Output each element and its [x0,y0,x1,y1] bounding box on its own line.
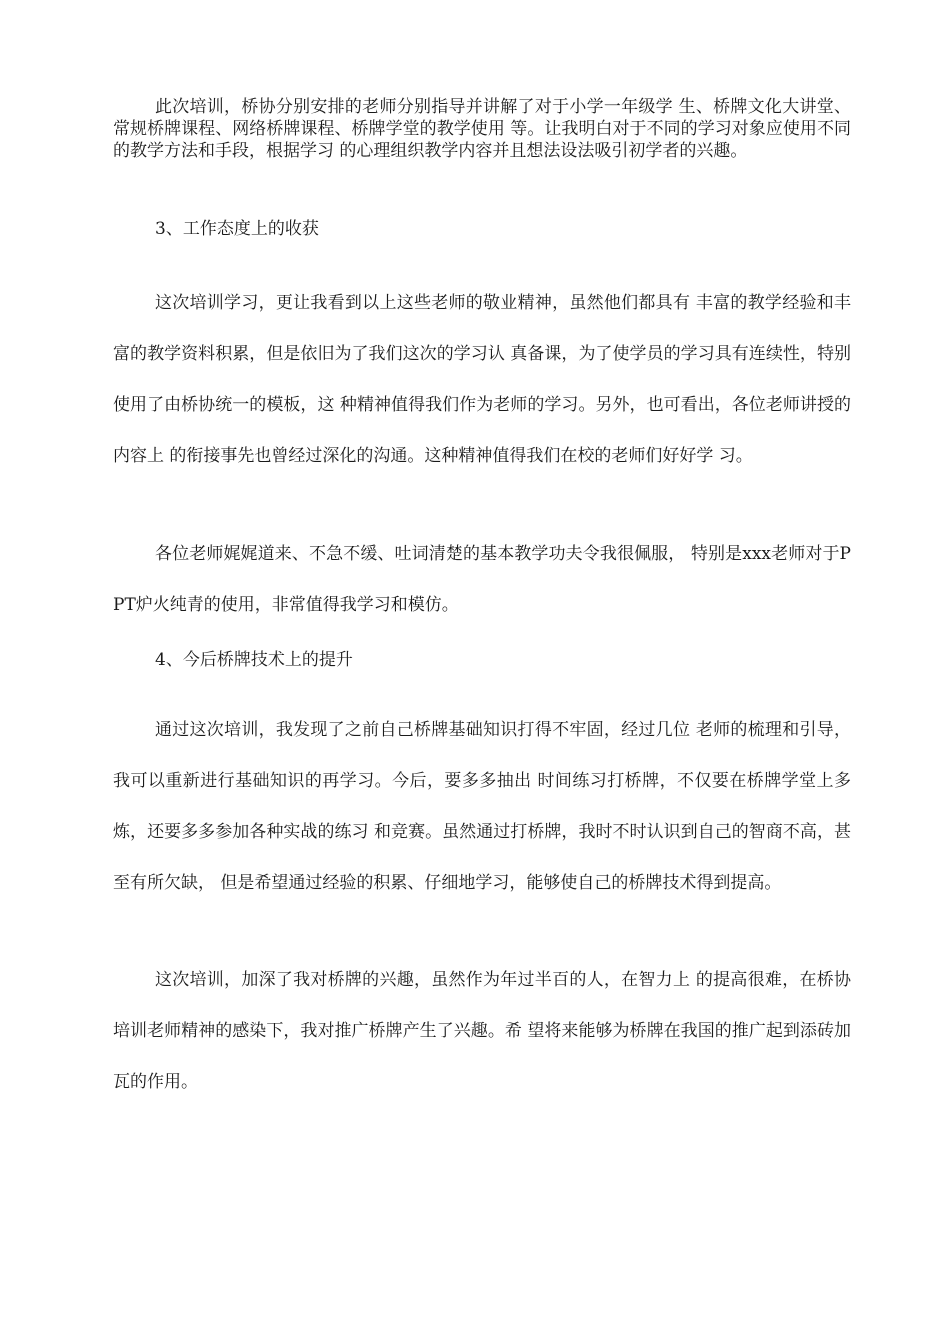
paragraph-attitude-1: 这次培训学习，更让我看到以上这些老师的敬业精神，虽然他们都具有 丰富的教学经验和丰富的教学资料积累，但是依旧为了我们这次的学习认 真备课，为了使学员的学习具有连续性，特别使用了由桥协统一的模板，这 种精神值得我们作为老师的学习。另外，也可看出，各位老师讲授的内容上 的衔接事先也曾经过深化的沟通。这种精神值得我们在校的老师们好好学 习。 [113,293,851,466]
paragraph-skill-2: 这次培训，加深了我对桥牌的兴趣，虽然作为年过半百的人，在智力上 的提高很难，在桥协培训老师精神的感染下，我对推广桥牌产生了兴趣。希 望将来能够为桥牌在我国的推广起到添砖加瓦的作用。 [113,970,851,1092]
paragraph-skill-1: 通过这次培训，我发现了之前自己桥牌基础知识打得不牢固，经过几位 老师的梳理和引导，我可以重新进行基础知识的再学习。今后，要多多抽出 时间练习打桥牌，不仅要在桥牌学堂上多炼，还要多多参加各种实战的练习 和竞赛。虽然通过打桥牌，我时不时认识到自己的智商不高，甚至有所欠缺， 但是希望通过经验的积累、仔细地学习，能够使自己的桥牌技术得到提高。 [113,720,851,893]
paragraph-attitude-2: 各位老师娓娓道来、不急不缓、吐词清楚的基本教学功夫令我很佩服， 特别是xxx老师对于PPT炉火纯青的使用，非常值得我学习和模仿。 [113,544,851,615]
heading-skill-improvement: 4、今后桥牌技术上的提升 [155,650,353,670]
paragraph-intro: 此次培训，桥协分别安排的老师分别指导并讲解了对于小学一年级学 生、桥牌文化大讲堂、常规桥牌课程、网络桥牌课程、桥牌学堂的教学使用 等。让我明白对于不同的学习对象应使用不同的教学方法和手段，根据学习 的心理组织教学内容并且想法设法吸引初学者的兴趣。 [113,97,851,161]
heading-work-attitude: 3、工作态度上的收获 [155,219,319,239]
